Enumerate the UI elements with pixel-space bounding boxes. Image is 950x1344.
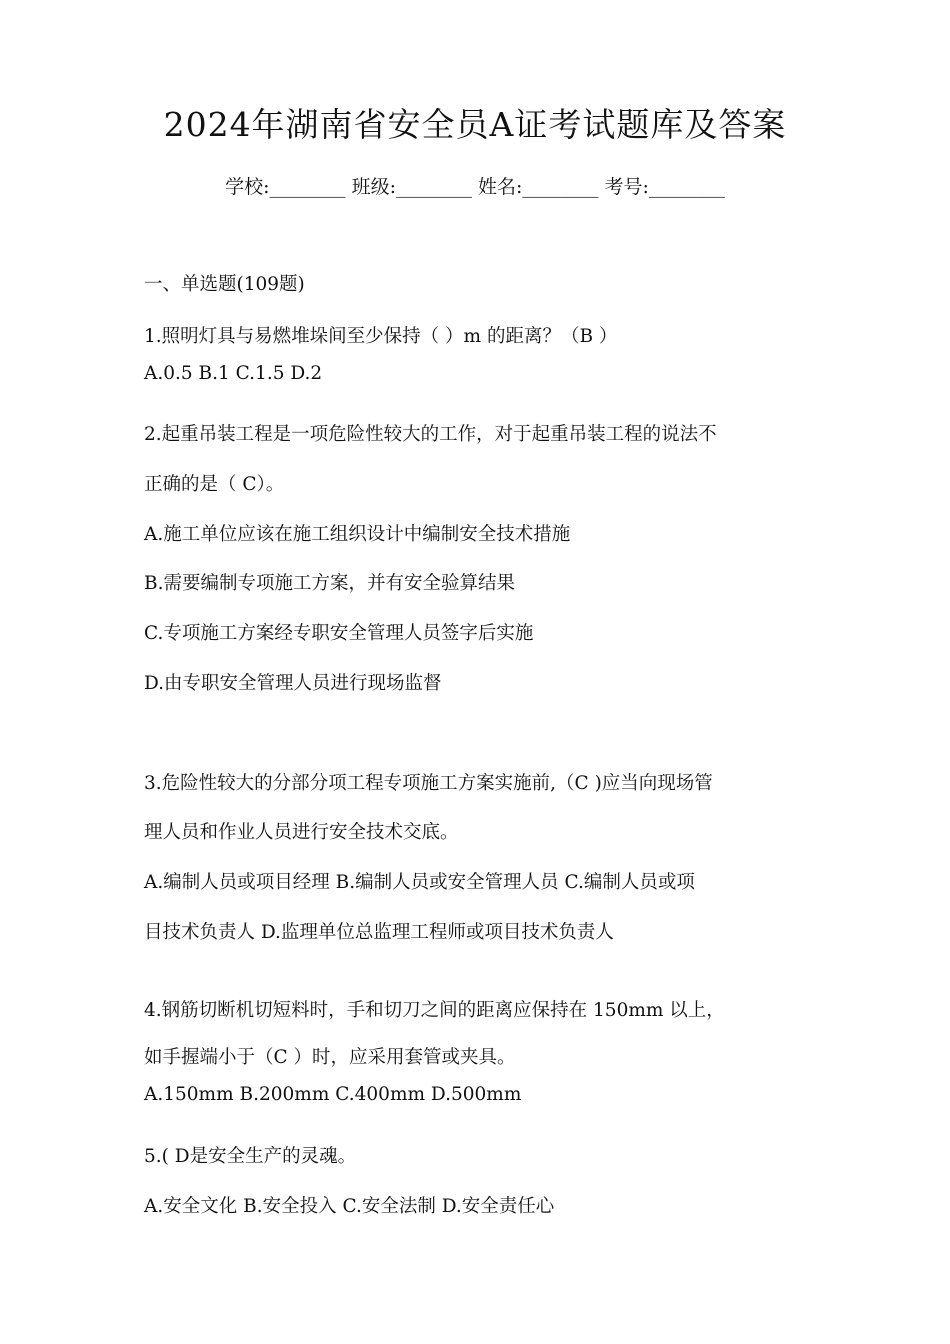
- question-3-line-2: 理人员和作业人员进行安全技术交底。: [144, 822, 459, 843]
- question-2-option-a: A.施工单位应该在施工组织设计中编制安全技术措施: [144, 524, 571, 545]
- question-4-line-2: 如手握端小于（C ）时，应采用套管或夹具。: [144, 1047, 516, 1068]
- question-1: 1.照明灯具与易燃堆垛间至少保持（ ）m 的距离？（B ）: [144, 326, 618, 347]
- question-4-line-1: 4.钢筋切断机切短料时，手和切刀之间的距离应保持在 150mm 以上，: [144, 1000, 725, 1021]
- question-2-option-b: B.需要编制专项施工方案，并有安全验算结果: [144, 573, 515, 594]
- question-3-line-1: 3.危险性较大的分部分项工程专项施工方案实施前,（C )应当向现场管: [144, 773, 713, 794]
- question-5: 5.( D是安全生产的灵魂。: [144, 1146, 357, 1167]
- document-title: 2024年湖南省安全员A证考试题库及答案: [163, 105, 787, 144]
- question-2-option-c: C.专项施工方案经专职安全管理人员签字后实施: [144, 623, 534, 644]
- question-2-line-2: 正确的是（ C）。: [144, 474, 285, 495]
- question-1-options: A.0.5 B.1 C.1.5 D.2: [144, 363, 323, 384]
- question-5-options: A.安全文化 B.安全投入 C.安全法制 D.安全责任心: [144, 1196, 555, 1217]
- question-3-options-line-1: A.编制人员或项目经理 B.编制人员或安全管理人员 C.编制人员或项: [144, 872, 695, 893]
- question-2-line-1: 2.起重吊装工程是一项危险性较大的工作，对于起重吊装工程的说法不: [144, 424, 717, 445]
- question-4-options: A.150mm B.200mm C.400mm D.500mm: [144, 1084, 522, 1105]
- question-2-option-d: D.由专职安全管理人员进行现场监督: [144, 673, 442, 694]
- question-3-options-line-2: 目技术负责人 D.监理单位总监理工程师或项目技术负责人: [144, 922, 614, 943]
- student-info-fields: 学校:________ 班级:________ 姓名:________ 考号:________: [225, 176, 725, 198]
- section-heading: 一、单选题(109题): [144, 274, 305, 295]
